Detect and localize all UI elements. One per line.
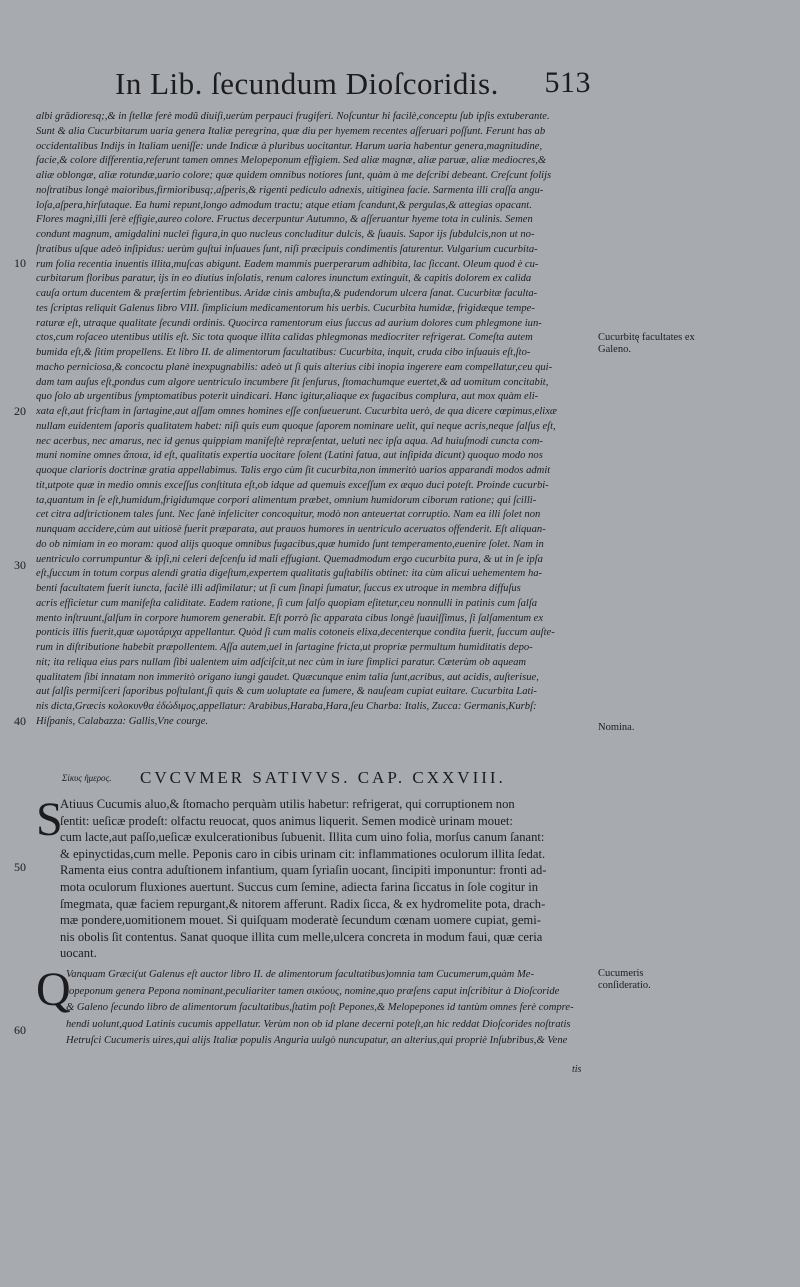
text-line: muni nomine omnes ἄποια, id eſt, qualitatis expertia uocitare ſolent (Latini fatua, aut inſipida dicunt) quoquo modo nos	[36, 450, 543, 462]
text-line: quoque clarioris doctrinæ gratia appellabimus. Talis ergo cùm ſit cucurbita,non immeritò uarios apparandi modos admit	[36, 465, 551, 476]
catchword: tis	[572, 1064, 582, 1075]
text-line: ctos,cum roſaceo utentibus utilis eſt. Sic tota quoque illita calidas phlegmonas mediocriter refrigerat. Comeſta autem	[36, 332, 533, 344]
text-line: Flores magni,illi ſerè effigie,aureo colore. Fructus decerpuntur Autumno, & aſſeruantur hyeme tota in culinis. Semen	[36, 214, 533, 226]
page-number: 513	[544, 66, 591, 99]
text-line: Ramenta eius contra aduſtionem infantium, quam ſyriaſin uocant, ſincipiti imponuntur: fronti ad-	[60, 863, 547, 878]
side-note-cucumeris: Cucumeris conſideratio.	[598, 968, 651, 991]
text-line: bumida eſt,& ſitim propellens. Et libro II. de alimentorum facultatibus: Cucurbita, inquit, cruda cibo inſuauis eſt,ſto-	[36, 347, 531, 358]
text-line: aliæ oblongæ, aliæ rotundæ,uario colore; quæ quidem omnibus notiores ſunt, quàm à me deſcribi debeant. Creſcunt folijs	[36, 170, 552, 181]
text-line: mæ pondere,uomitionem mouet. Si quiſquam moderatè ſecundum cœnam uomere cupiat, gemi-	[60, 913, 541, 928]
side-note-nomina: Nomina.	[598, 722, 635, 733]
text-line: Atiuus Cucumis aluo,& ſtomacho perquàm utilis habetur: refrigerat, qui corruptionem non	[60, 797, 515, 811]
text-line: nunquam accidere,cùm aut uitiosè fuerit præparata, aut prauos humores in uentriculo aceruatos offenderit. Eſt aliquan-	[36, 524, 546, 535]
text-line: tit,utpote quæ in medio omnis exceſſus conſtituta eſt,ob idque ad quemuis exceſſum ex æquo duci poteſt. Proinde cucurbi-	[36, 479, 549, 491]
text-line: uocant.	[60, 946, 97, 961]
text-line: ta,quantum in ſe eſt,humidum,frigidumque corpori alimentum præbet, omnium humidorum ciborum ratione; qui ſcilli-	[36, 494, 537, 506]
side-note-galen: Cucurbitę facultates ex Galeno.	[598, 332, 695, 355]
text-line: nit; ita reliqua eius pars nullam ſibi ualentem uim adſciſcit,ut nec cùm in iure ſimplici paratur. Cæterùm ob aqueam	[36, 656, 527, 668]
text-line: tes ſcriptas reliquit Galenus libro VIII. ſimplicium medicamentorum his uerbis. Cucurbita humidæ, frigidæque tempe-	[36, 302, 535, 314]
text-line: eſt,ſuccum in totum corpus alendi gratia digeſtum,expertem qualitatis guſtabilis obtinet: ita cùm alicui uehementem ha-	[36, 568, 543, 580]
text-line: ponticis illis fuerit,quæ ωμοτάριχα appellantur. Quòd ſi cum malis cotoneis elixa,decenterque condita fuerit, ſuccum auſte-	[36, 627, 555, 639]
dropcap-q: Q	[36, 963, 71, 1016]
text-line: loſa,aſpera,hirſutaque. Ea humi repunt,longo admodum tractu; atque etiam ſcandunt,& pergulas,& attegias opacant.	[36, 199, 532, 211]
line-number-50: 50	[14, 860, 26, 874]
text-line: noſtratibus longè maioribus,firmioribusq;,aſperis,& rigenti pediculo adnexis, uitiginea facie. Sarmenta illi craſſa angu-	[36, 184, 544, 196]
text-line: ſmegmata, quæ faciem repurgant,& nitorem afferunt. Radix ſicca, & ex hydromelite pota, drach-	[60, 896, 546, 911]
running-header	[115, 66, 595, 102]
text-line: nec acerbus, nec amarus, nec id genus quippiam manifeſtè repræſentat, ueluti nec ipſa aqua. Ad huiuſmodi cuncta com-	[36, 435, 543, 447]
text-line: Vanquam Græci(ut Galenus eſt auctor libro II. de alimentorum facultatibus)omnia tam Cucumerum,quàm Me-	[66, 969, 535, 980]
line-number-30: 30	[14, 558, 26, 572]
line-number-10: 10	[14, 256, 26, 270]
running-title: In Lib. ſecundum Dioſcoridis.	[115, 66, 499, 101]
text-line: dam tam auſus eſt,pondus cum algore uentriculo incumbere ſit ſenſurus, ſtomachumque euertet,& ad uomitum concitabit,	[36, 376, 549, 388]
text-line: Hiſpanis, Calabazza: Gallis,Vne courge.	[36, 715, 209, 727]
text-line: curbitarum floribus paratur, ijs in eo diutius inſolatis, renum calores inunctum extinguit, & capitis dolorem ex calida	[36, 273, 532, 285]
text-line: & epinyctidas,cum melle. Peponis caro in cibis urinam cit: inflammationes oculorum illita ſedat.	[60, 846, 546, 861]
text-line: albi grādioresq;,& in ſtellæ ferè modũ diuiſi,uerùm perpauci frugiferi. Noſcuntur hi facilè,conceptu ſub ipſis extuberante.	[36, 111, 550, 122]
text-line: nis dicta,Græcis κολοκυνθα ἐδώδιμος,appellatur: Arabibus,Haraba,Hara,ſeu Charba: Italis, Zucca: Germanis,Kurbſ:	[36, 701, 537, 712]
text-line: rum folia recentia inuentis illita,muſcas abigunt. Eadem mammis puerperarum adhibita, lac ſiccant. Oleum quod è cu-	[36, 258, 539, 270]
line-number-40: 40	[14, 714, 26, 728]
text-line: facie,& colore differentia,referunt tamen omnes Melopeponum effigiem. Sed aliæ magnæ, aliæ paruæ, aliæ mediocres,&	[36, 155, 547, 167]
line-number-60: 60	[14, 1023, 26, 1037]
line-number-20: 20	[14, 404, 26, 418]
text-line: raturæ eſt, utraque qualitate ſecundi ordinis. Quocirca ramentorum eius ſuccus ad aurium dolores cum phlegmone iun-	[36, 317, 542, 329]
text-line: quo ſolo ab urgentibus ſymptomatibus poterit uindicari. Hanc igitur,aliaque ex fugacibus complura, aut mox quàm eli-	[36, 391, 539, 403]
text-line: ſentit: ueſicæ prodeſt: olfactu reuocat, quos animus liquerit. Semen modicè urinam mouet:	[60, 813, 513, 828]
greek-chapter-name: Σίκυς ἥμερος.	[62, 773, 112, 783]
text-line: qualitatem ſibi innatam non immeritò origano iungi gaudet. Quæcunque enim talia ſunt,acribus, aut acidis, auſterisue,	[36, 671, 539, 683]
text-line: do ob nimiam in eo moram: quod alijs quoque omnibus fugacibus,quæ humido ſunt temperamento,euenire ſolet. Nam in	[36, 538, 544, 550]
text-line: aut ſalſis permiſceri ſaporibus poſtulant,ſi quis & cum uoluptate ea ſumere, & nauſeam cupiat euitare. Cucurbita Lati-	[36, 686, 537, 698]
text-line: lopeponum genera Pepona nominant,peculiariter tamen σικύους, nomine,quo præſens caput inſcribitur à Dioſcoride	[66, 985, 560, 997]
text-line: rum in diſtributione habebit præpollentem. Aſſa autem,uel in ſartagine fricta,ut propriæ permultum humiditatis depo-	[36, 642, 533, 653]
text-line: hendi uolunt,quod Latinis cucumis appellatur. Verùm non ob id plane decerni poteſt,an hic reddat Dioſcorides noſtratis	[66, 1018, 571, 1030]
text-line: Sunt & alia Cucurbitarum uaria genera Italiæ peregrina, quæ diu per hyemem recentes aſſeruari poſſunt. Ferunt has ab	[36, 125, 546, 137]
text-line: Hetruſci Cucumeris uires,qui alijs Italiæ populis Anguria uulgò nuncupatur, an alterius,qui propriè Inſubribus,& Vene	[66, 1035, 568, 1047]
text-line: mota oculorum fluxiones auertunt. Succus cum ſemine, adiecta farina ſiccatus in ſole cogitur in	[60, 880, 539, 894]
text-line: uentriculo corrumpuntur & ipſi,ni celeri deſcenſu id mali effugiant. Quemadmodum ergo cucurbita pura, & ut in ſe ipſa	[36, 553, 543, 565]
text-line: condunt magnum, amigdalini nuclei figura,in quo nucleus concluditur dulcis, & ſuauis. Sapor ijs ſubdulcis,non ut no-	[36, 229, 535, 240]
text-line: nis obolis ſit contentus. Sanat quoque illita cum melle,ulcera concreta in modum faui, quæ ceria	[60, 929, 543, 944]
text-line: macho perniciosa,& concoctu planè inexpugnabilis: adeò ut ſi quis alterius cibi inopia ingerere eam compellatur,ceu qui-	[36, 361, 553, 373]
text-line: cum lacte,aut paſſo,ueſicæ exulcerationibus ſubuenit. Illita cum uino folia, morſus canum ſanant:	[60, 830, 545, 845]
chapter-title: CVCVMER SATIVVS. CAP. CXXVIII.	[140, 768, 506, 787]
text-line: & Galeno ſecundo libro de alimentorum facultatibus,ſtatim poſt Pepones,& Melopepones id tantùm omnes ferè compre-	[66, 1002, 574, 1014]
text-line: acris efficietur cum manifeſta caliditate. Eadem ratione, ſi cum ſalſo quopiam eſitetur,ceu nonnulli in patinis cum ſalſa	[36, 597, 538, 609]
text-line: benti facultatem fuerit iuncta, facilè illi adſimilatur; ut ſi cum ſinapi ſumatur, ſuccus ex utroque in membra diffuſus	[36, 583, 521, 594]
text-line: cet citra adſtrictionem tales ſunt. Nec ſanè infeliciter concoquitur, modò non anteuertat corruptio. Nam ea illi ſolet non	[36, 509, 541, 521]
text-line: nullam euidentem ſaporis qualitatem habet: niſi quis eum quoque ſaporem nominare uelit, qui neque acris,neque ſalſus eſt,	[36, 420, 556, 432]
text-line: cauſa ortum ducentem & præſertim febrientibus. Aridæ cinis ambuſta,& pudendorum ulcera ſanat. Cucurbitæ faculta-	[36, 288, 538, 299]
text-line: occidentalibus Indijs in Italiam ueniſſe: unde Indicæ à pluribus uocitantur. Harum uaria habentur genera,magnitudine,	[36, 140, 543, 152]
text-line: ſtratibus uſque adeò inſipidus: uerùm guſtui inſuaues ſunt, niſi præcipuis condimentis ſaturentur. Vulgarium cucurbita-	[36, 243, 538, 255]
dropcap-s: S	[36, 793, 63, 846]
text-line: xata eſt,aut fricſtam in ſartagine,aut aſſam omnes homines eſſe conſueuerunt. Cucurbita uerò, de qua dicere cœpimus,elixæ	[36, 406, 557, 417]
text-line: mento inſtruunt,ſalſum in corpore humorem generabit. Eſt porrò ſic apparata cibus longè ſuauiſſimus, ſi ſalſamentum ex	[36, 612, 544, 624]
